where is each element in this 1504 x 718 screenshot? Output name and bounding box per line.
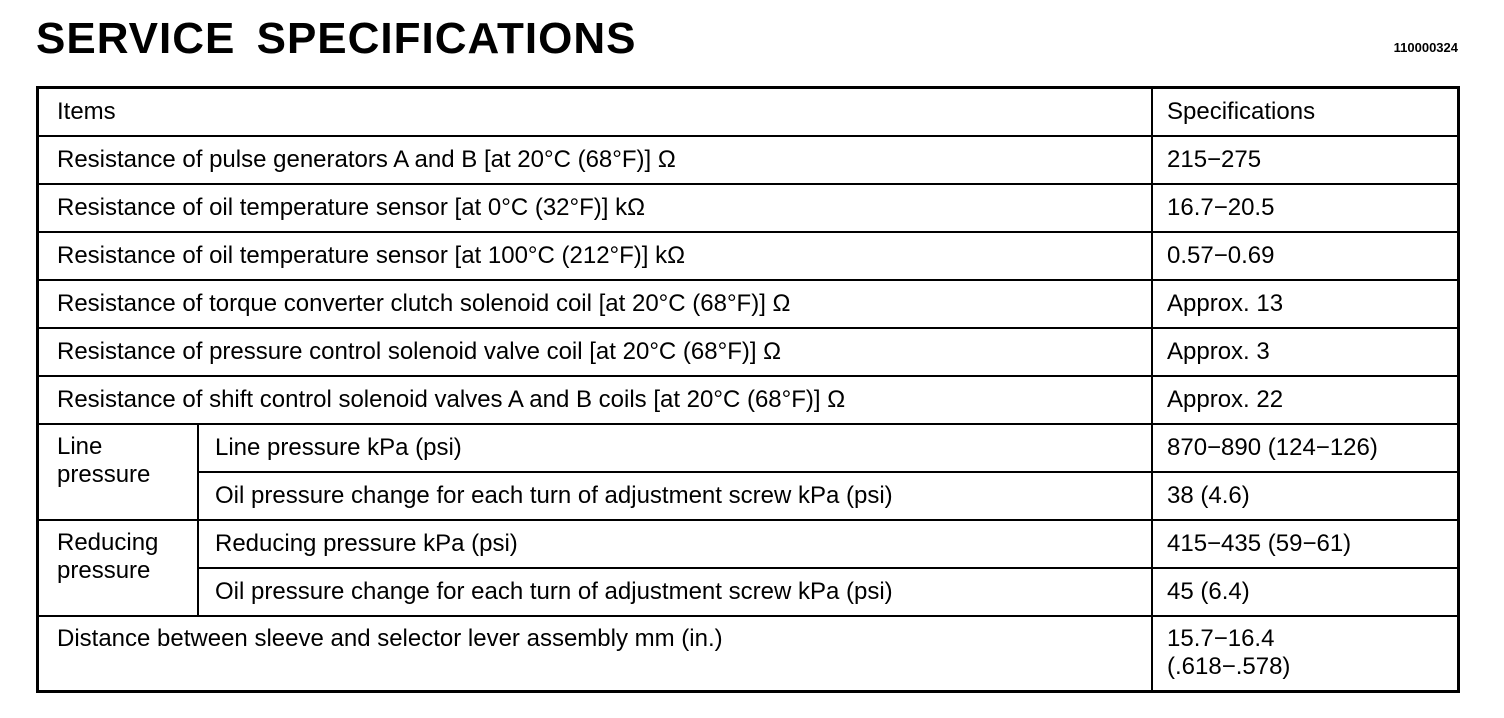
table-row [38, 280, 1459, 328]
table-row [38, 568, 1459, 616]
spec-value-cell: Approx. 3 [1152, 328, 1459, 376]
item-cell: Oil pressure change for each turn of adjustment screw kPa (psi) [198, 568, 1152, 616]
item-cell: Resistance of torque converter clutch solenoid coil [at 20°C (68°F)] Ω [38, 280, 1153, 328]
spec-value-cell: 38 (4.6) [1152, 472, 1459, 520]
table-row [38, 424, 1459, 472]
spec-value-cell: Approx. 13 [1152, 280, 1459, 328]
item-cell: Resistance of oil temperature sensor [at 0°C (32°F)] kΩ [38, 184, 1153, 232]
spec-value-cell: 215−275 [1152, 136, 1459, 184]
spec-value-cell: 870−890 (124−126) [1152, 424, 1459, 472]
group-label-line1: Line [57, 432, 103, 460]
item-cell: Resistance of shift control solenoid valves A and B coils [at 20°C (68°F)] Ω [38, 376, 1153, 424]
group-label-line2: pressure [57, 460, 151, 488]
table-row [38, 472, 1459, 520]
spec-value-line2: (.618−.578) [1167, 652, 1291, 680]
group-label-reducing-pressure [38, 520, 199, 616]
spec-value-cell: 45 (6.4) [1152, 568, 1459, 616]
table-row [38, 376, 1459, 424]
item-cell: Resistance of pressure control solenoid valve coil [at 20°C (68°F)] Ω [38, 328, 1153, 376]
item-cell: Resistance of pulse generators A and B [at 20°C (68°F)] Ω [38, 136, 1153, 184]
table-row [38, 616, 1459, 692]
spec-value-cell: 0.57−0.69 [1152, 232, 1459, 280]
group-label-line2: pressure [57, 556, 151, 584]
spec-value-cell: 415−435 (59−61) [1152, 520, 1459, 568]
table-row [38, 520, 1459, 568]
table-row [38, 184, 1459, 232]
spec-value-cell: 16.7−20.5 [1152, 184, 1459, 232]
item-cell: Line pressure kPa (psi) [198, 424, 1152, 472]
group-label-line-pressure [38, 424, 199, 520]
table-row [38, 328, 1459, 376]
item-cell: Oil pressure change for each turn of adjustment screw kPa (psi) [198, 472, 1152, 520]
table-row [38, 136, 1459, 184]
column-header-specifications: Specifications [1152, 88, 1459, 136]
table-header-row [38, 88, 1459, 136]
item-cell: Distance between sleeve and selector lever assembly mm (in.) [38, 616, 1153, 692]
spec-value-cell: Approx. 22 [1152, 376, 1459, 424]
page-title: SERVICE SPECIFICATIONS [36, 14, 637, 63]
group-label-line1: Reducing [57, 528, 159, 556]
item-cell: Resistance of oil temperature sensor [at 100°C (212°F)] kΩ [38, 232, 1153, 280]
service-specifications-table [36, 86, 1460, 693]
item-cell: Reducing pressure kPa (psi) [198, 520, 1152, 568]
table-row [38, 232, 1459, 280]
column-header-items: Items [38, 88, 1153, 136]
spec-value-line1: 15.7−16.4 [1167, 624, 1275, 652]
document-code: 110000324 [1393, 40, 1458, 55]
spec-value-cell [1152, 616, 1459, 692]
